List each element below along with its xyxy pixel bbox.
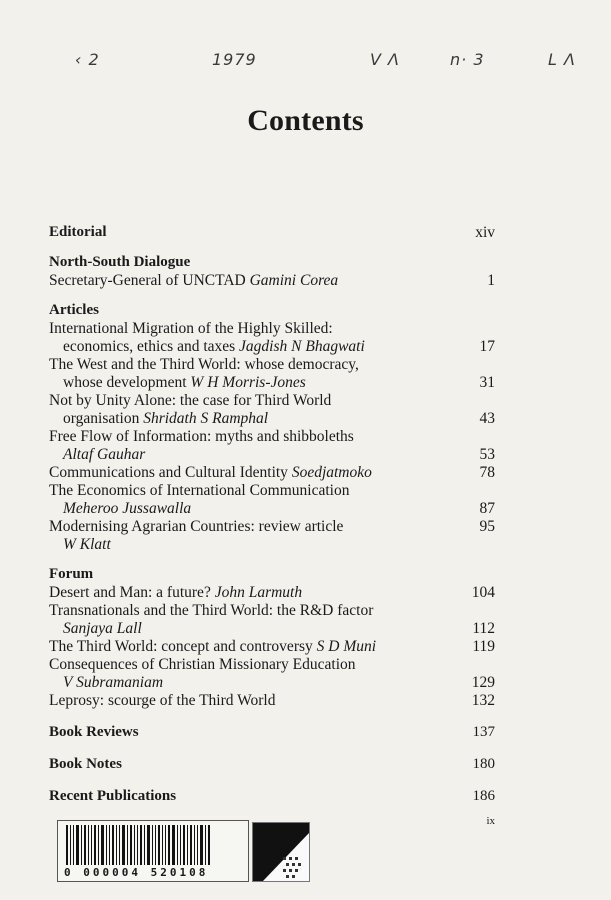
handwritten-note-3: V Λ bbox=[370, 50, 400, 69]
handwritten-note-2: 1979 bbox=[212, 50, 257, 69]
entry-author: V Subramaniam bbox=[63, 674, 164, 691]
entry-title: Consequences of Christian Missionary Education bbox=[49, 656, 356, 673]
entry-title-text: Communications and Cultural Identity bbox=[49, 464, 292, 481]
page-number-marker: ix bbox=[486, 815, 495, 827]
barcode-bar bbox=[73, 825, 74, 865]
section-heading-row bbox=[49, 222, 495, 242]
section-page-number: xiv bbox=[475, 224, 495, 241]
entry-title-continued bbox=[49, 446, 455, 464]
toc-entry-continued bbox=[49, 338, 495, 356]
entry-title: The Economics of International Communication bbox=[49, 482, 350, 499]
entry-title bbox=[49, 638, 455, 656]
barcode-bar bbox=[140, 825, 142, 865]
section-heading-row bbox=[49, 300, 495, 320]
entry-author: W Klatt bbox=[63, 536, 111, 553]
table-of-contents bbox=[49, 222, 495, 806]
publisher-logo-icon bbox=[252, 822, 310, 882]
entry-page-number: 129 bbox=[471, 674, 495, 691]
barcode-bar bbox=[168, 825, 170, 865]
entry-title: The West and the Third World: whose democracy, bbox=[49, 356, 359, 373]
toc-entry bbox=[49, 602, 495, 620]
entry-author: Gamini Corea bbox=[249, 272, 339, 289]
barcode-bar bbox=[200, 825, 203, 865]
section-heading: Articles bbox=[49, 302, 99, 318]
entry-page-number: 78 bbox=[479, 464, 495, 481]
entry-page-number: 17 bbox=[479, 338, 495, 355]
major-section-page-number: 186 bbox=[472, 788, 495, 804]
barcode-bar bbox=[134, 825, 135, 865]
entry-title-continued bbox=[49, 536, 495, 554]
toc-entry-continued bbox=[49, 536, 495, 554]
barcode-bar bbox=[127, 825, 128, 865]
entry-page-number: 1 bbox=[487, 272, 495, 289]
barcode-bar bbox=[197, 825, 198, 865]
entry-page-number: 43 bbox=[479, 410, 495, 427]
entry-title: International Migration of the Highly Skilled: bbox=[49, 320, 333, 337]
barcode-digits: 0 000004 520108 bbox=[64, 866, 209, 879]
barcode-bar bbox=[91, 825, 92, 865]
barcode-bar bbox=[155, 825, 156, 865]
barcode-bar bbox=[144, 825, 145, 865]
toc-entry bbox=[49, 518, 495, 536]
barcode-bar bbox=[158, 825, 160, 865]
major-section-row bbox=[49, 754, 495, 774]
barcode-bar bbox=[94, 825, 96, 865]
barcode-bar bbox=[122, 825, 125, 865]
barcode-bar bbox=[177, 825, 178, 865]
toc-section bbox=[49, 300, 495, 554]
entry-page-number: 119 bbox=[472, 638, 495, 655]
barcode-bar bbox=[130, 825, 132, 865]
entry-title-text: The Third World: concept and controversy bbox=[49, 638, 317, 655]
entry-title-text: economics, ethics and taxes bbox=[63, 338, 240, 355]
barcode-bar bbox=[98, 825, 99, 865]
handwritten-note-5: L Λ bbox=[548, 50, 576, 69]
toc-entry-continued bbox=[49, 410, 495, 428]
handwritten-note-1: ‹ 2 bbox=[75, 50, 100, 69]
toc-entry bbox=[49, 428, 495, 446]
section-heading: Editorial bbox=[49, 224, 107, 240]
entry-author: Altaf Gauhar bbox=[63, 446, 146, 463]
major-section-heading: Book Reviews bbox=[49, 724, 139, 740]
barcode-bar bbox=[88, 825, 89, 865]
entry-title: Modernising Agrarian Countries: review article bbox=[49, 518, 344, 535]
section-heading-row bbox=[49, 252, 495, 272]
entry-title-continued bbox=[49, 374, 455, 392]
toc-entry-continued bbox=[49, 620, 495, 638]
barcode-bar bbox=[208, 825, 210, 865]
barcode-bar bbox=[190, 825, 192, 865]
entry-title: Not by Unity Alone: the case for Third World bbox=[49, 392, 332, 409]
entry-page-number: 104 bbox=[471, 584, 495, 601]
entry-title bbox=[49, 272, 455, 290]
section-heading: North-South Dialogue bbox=[49, 254, 191, 270]
toc-section bbox=[49, 564, 495, 710]
entry-title-continued bbox=[49, 620, 455, 638]
barcode-bar bbox=[147, 825, 150, 865]
toc-entry bbox=[49, 392, 495, 410]
entry-author: Soedjatmoko bbox=[291, 464, 372, 481]
entry-author: John Larmuth bbox=[214, 584, 303, 601]
entry-title bbox=[49, 584, 455, 602]
entry-title-text: organisation bbox=[63, 410, 144, 427]
section-heading-row bbox=[49, 564, 495, 584]
toc-entry bbox=[49, 464, 495, 482]
entry-title-text: Leprosy: scourge of the Third World bbox=[49, 692, 276, 709]
barcode bbox=[57, 820, 249, 882]
entry-author: Sanjaya Lall bbox=[63, 620, 142, 637]
barcode-bar bbox=[116, 825, 117, 865]
entry-title-continued bbox=[49, 410, 455, 428]
toc-entry bbox=[49, 482, 495, 500]
barcode-bar bbox=[137, 825, 138, 865]
barcode-bar bbox=[109, 825, 110, 865]
entry-title-continued bbox=[49, 674, 455, 692]
entry-page-number: 95 bbox=[479, 518, 495, 535]
section-heading: Forum bbox=[49, 566, 94, 582]
entry-page-number: 112 bbox=[472, 620, 495, 637]
major-section-heading: Book Notes bbox=[49, 756, 122, 772]
barcode-bar bbox=[70, 825, 71, 865]
barcode-bar bbox=[172, 825, 175, 865]
entry-page-number: 31 bbox=[479, 374, 495, 391]
entry-title bbox=[49, 692, 455, 710]
barcode-bar bbox=[66, 825, 68, 865]
toc-entry-continued bbox=[49, 446, 495, 464]
barcode-bar bbox=[187, 825, 188, 865]
major-section-page-number: 180 bbox=[472, 756, 495, 772]
entry-title: Free Flow of Information: myths and shibboleths bbox=[49, 428, 354, 445]
toc-entry bbox=[49, 356, 495, 374]
major-section-row bbox=[49, 722, 495, 742]
toc-entry-continued bbox=[49, 374, 495, 392]
barcode-bars bbox=[66, 825, 212, 865]
entry-page-number: 53 bbox=[479, 446, 495, 463]
toc-entry bbox=[49, 656, 495, 674]
entry-title-text: whose development bbox=[63, 374, 191, 391]
barcode-bar bbox=[194, 825, 195, 865]
barcode-bar bbox=[180, 825, 181, 865]
entry-title: Transnationals and the Third World: the R&D factor bbox=[49, 602, 374, 619]
barcode-bar bbox=[76, 825, 79, 865]
entry-title-text: Secretary-General of UNCTAD bbox=[49, 272, 250, 289]
toc-section bbox=[49, 252, 495, 290]
entry-author: W H Morris-Jones bbox=[190, 374, 306, 391]
barcode-bar bbox=[119, 825, 120, 865]
entry-title-continued bbox=[49, 500, 455, 518]
entry-author: Meheroo Jussawalla bbox=[63, 500, 192, 517]
barcode-bar bbox=[152, 825, 153, 865]
barcode-bar bbox=[205, 825, 206, 865]
barcode-bar bbox=[106, 825, 107, 865]
toc-section bbox=[49, 222, 495, 242]
entry-author: S D Muni bbox=[316, 638, 377, 655]
entry-title bbox=[49, 464, 455, 482]
entry-page-number: 132 bbox=[471, 692, 495, 709]
entry-page-number: 87 bbox=[479, 500, 495, 517]
page-title: Contents bbox=[247, 104, 364, 137]
barcode-bar bbox=[165, 825, 166, 865]
toc-entry-continued bbox=[49, 674, 495, 692]
entry-author: Jagdish N Bhagwati bbox=[239, 338, 365, 355]
handwritten-note-4: n· 3 bbox=[450, 50, 485, 69]
toc-entry-continued bbox=[49, 500, 495, 518]
entry-title-text: Desert and Man: a future? bbox=[49, 584, 215, 601]
toc-entry bbox=[49, 320, 495, 338]
barcode-area bbox=[57, 820, 317, 882]
barcode-bar bbox=[101, 825, 104, 865]
major-section-row bbox=[49, 786, 495, 806]
major-section-page-number: 137 bbox=[472, 724, 495, 740]
toc-entry bbox=[49, 584, 495, 602]
barcode-bar bbox=[112, 825, 114, 865]
major-section-heading: Recent Publications bbox=[49, 788, 177, 804]
toc-entry bbox=[49, 272, 495, 290]
entry-author: Shridath S Ramphal bbox=[143, 410, 269, 427]
barcode-bar bbox=[84, 825, 86, 865]
barcode-bar bbox=[183, 825, 185, 865]
toc-entry bbox=[49, 692, 495, 710]
barcode-bar bbox=[162, 825, 163, 865]
barcode-bar bbox=[81, 825, 82, 865]
toc-entry bbox=[49, 638, 495, 656]
entry-title-continued bbox=[49, 338, 455, 356]
